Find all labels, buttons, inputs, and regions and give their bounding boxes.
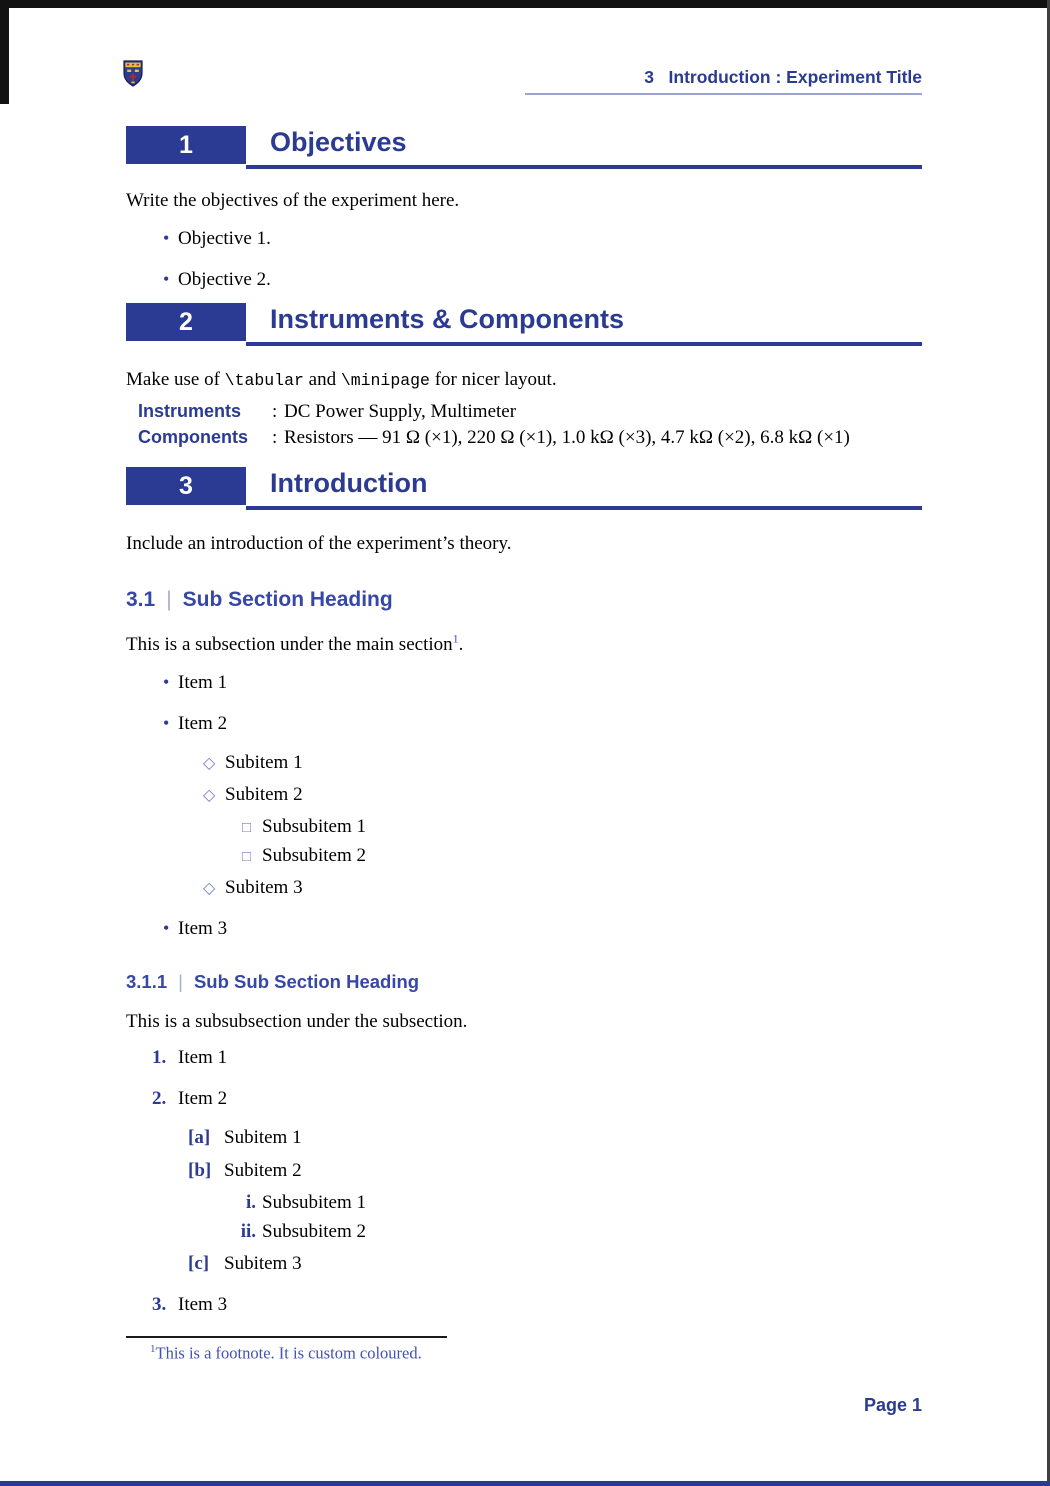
- enum-subitem: [126, 1160, 926, 1182]
- list-item-label: Item 2: [178, 1088, 228, 1109]
- list-item: [126, 269, 926, 291]
- table-row-label: Instruments: [138, 401, 242, 421]
- list-item-label: Subitem 3: [225, 877, 303, 898]
- window-border-left: [0, 0, 9, 104]
- enum-item: [126, 1088, 926, 1110]
- table-colon: :: [272, 401, 278, 422]
- list-item-label: Item 3: [178, 1294, 228, 1315]
- introduction-intro: Include an introduction of the experiment’s theory.: [126, 533, 512, 554]
- list-item-label: Subitem 3: [224, 1253, 302, 1274]
- objectives-intro: Write the objectives of the experiment here.: [126, 190, 460, 211]
- latex-command: \minipage: [340, 371, 430, 390]
- table-row-value: Resistors — 91 Ω (×1), 220 Ω (×1), 1.0 kΩ (×3), 4.7 kΩ (×2), 6.8 kΩ (×1): [284, 427, 850, 448]
- footnote-mark: 1: [150, 1343, 156, 1355]
- heading-separator: |: [178, 971, 183, 992]
- subsubsection-title: Sub Sub Section Heading: [193, 971, 420, 992]
- subsection-number: 3.1: [126, 588, 156, 611]
- table-row-label: Components: [138, 427, 248, 447]
- note-text: Make use of: [126, 369, 225, 390]
- section-2-banner: [126, 303, 922, 346]
- enum-label: 2.: [152, 1088, 167, 1109]
- list-item-label: Item 1: [178, 672, 228, 693]
- heading-separator: |: [166, 588, 172, 611]
- table-row-value: DC Power Supply, Multimeter: [284, 401, 517, 422]
- enum-subsubitem: [126, 1221, 926, 1243]
- section-title: Objectives: [270, 127, 407, 157]
- list-item-label: Objective 1.: [178, 228, 271, 249]
- enum-label: 3.: [152, 1294, 167, 1315]
- latex-command: \tabular: [224, 371, 304, 390]
- diamond-icon: ◇: [203, 755, 216, 772]
- enum-subsubitem: [126, 1192, 926, 1214]
- table-row: [126, 427, 926, 449]
- footnote-reference: 1: [452, 631, 459, 646]
- list-item: [126, 713, 926, 735]
- bullet-icon: •: [163, 918, 170, 938]
- enum-subitem: [126, 1253, 926, 1275]
- university-crest-icon: [123, 60, 143, 87]
- list-item-label: Subitem 1: [225, 752, 303, 773]
- section-number: 1: [179, 130, 193, 159]
- list-item-label: Objective 2.: [178, 269, 271, 290]
- section-1-banner: [126, 126, 922, 169]
- section-number-box: [126, 303, 246, 341]
- enum-subitem: [126, 1127, 926, 1149]
- section-title: Instruments & Components: [270, 304, 625, 334]
- section-rule: [246, 506, 922, 510]
- subsection-heading: [126, 588, 393, 612]
- list-subitem: [126, 784, 926, 806]
- list-subsubitem: [126, 816, 926, 838]
- running-header: 3 Introduction : Experiment Title: [644, 67, 922, 87]
- list-item-label: Subitem 2: [225, 784, 303, 805]
- section-number-box: [126, 467, 246, 505]
- page-number: Page 1: [863, 1395, 922, 1415]
- list-item-label: Item 1: [178, 1047, 228, 1068]
- list-item: [126, 672, 926, 694]
- window-border-top: [0, 0, 1050, 8]
- list-item: [126, 918, 926, 940]
- list-item-label: Subsubitem 1: [262, 816, 366, 837]
- note-text: for nicer layout.: [429, 369, 557, 390]
- body-text: .: [458, 634, 464, 655]
- subsection-body: [126, 631, 926, 656]
- square-icon: □: [242, 820, 252, 836]
- enum-label: i.: [245, 1192, 256, 1213]
- body-text: This is a subsection under the main section: [126, 634, 453, 655]
- footnote: [150, 1343, 422, 1364]
- bullet-icon: •: [163, 228, 170, 248]
- subsubsection-body: This is a subsubsection under the subsection.: [126, 1011, 468, 1032]
- instruments-note: [126, 369, 926, 391]
- diamond-icon: ◇: [203, 787, 216, 804]
- section-3-banner: [126, 467, 922, 510]
- list-item: [126, 228, 926, 250]
- bullet-icon: •: [163, 269, 170, 289]
- list-item-label: Subsubitem 1: [262, 1192, 366, 1213]
- list-subitem: [126, 877, 926, 899]
- enum-label: [a]: [188, 1127, 211, 1148]
- subsection-title: Sub Section Heading: [182, 588, 393, 611]
- enum-item: [126, 1294, 926, 1316]
- bullet-icon: •: [163, 672, 170, 692]
- footnote-text: This is a footnote. It is custom coloured.: [155, 1343, 422, 1363]
- list-item-label: Subsubitem 2: [262, 845, 366, 866]
- square-icon: □: [242, 849, 252, 865]
- section-title: Introduction: [270, 468, 428, 498]
- diamond-icon: ◇: [203, 880, 216, 897]
- list-item-label: Item 3: [178, 918, 228, 939]
- footer-bar: [0, 1481, 1050, 1486]
- section-rule: [246, 342, 922, 346]
- enum-label: [c]: [188, 1253, 210, 1274]
- list-item-label: Subitem 2: [224, 1160, 302, 1181]
- subsubsection-number: 3.1.1: [126, 971, 168, 992]
- header-rule: [525, 93, 922, 95]
- list-item-label: Subitem 1: [224, 1127, 302, 1148]
- section-rule: [246, 165, 922, 169]
- enum-label: ii.: [240, 1221, 256, 1242]
- list-subsubitem: [126, 845, 926, 867]
- list-item-label: Subsubitem 2: [262, 1221, 366, 1242]
- enum-label: 1.: [152, 1047, 167, 1068]
- enum-item: [126, 1047, 926, 1069]
- list-subitem: [126, 752, 926, 774]
- enum-label: [b]: [188, 1160, 212, 1181]
- note-text: and: [303, 369, 341, 390]
- section-number: 3: [179, 471, 193, 500]
- footnote-rule: [126, 1336, 447, 1338]
- section-number-box: [126, 126, 246, 164]
- section-number: 2: [179, 307, 193, 336]
- bullet-icon: •: [163, 713, 170, 733]
- list-item-label: Item 2: [178, 713, 228, 734]
- subsubsection-heading: [126, 971, 419, 993]
- table-colon: :: [272, 427, 278, 448]
- table-row: [126, 401, 926, 423]
